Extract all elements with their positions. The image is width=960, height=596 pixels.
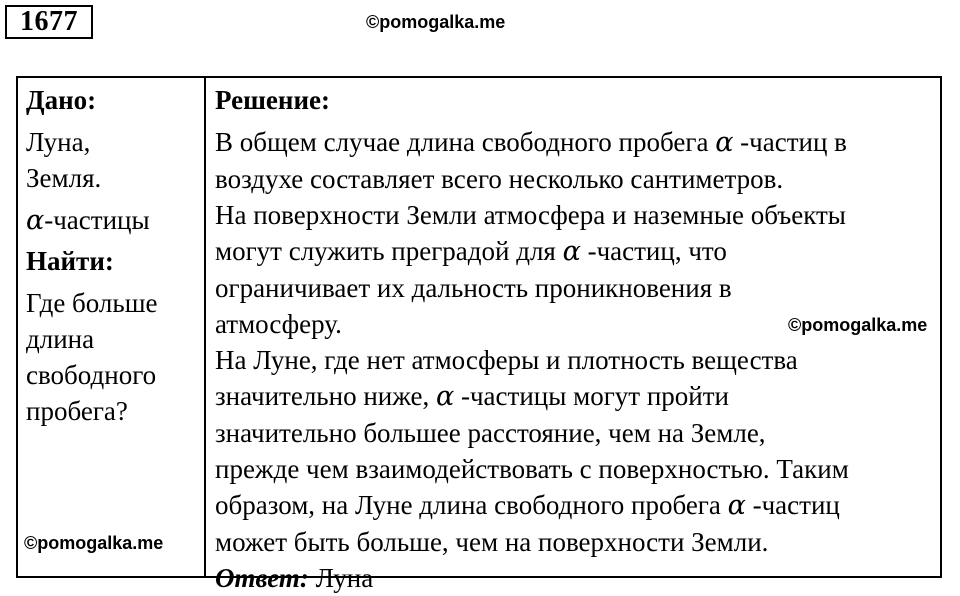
find-line-1: Где больше bbox=[26, 288, 158, 318]
solution-p3-line6: может быть больше, чем на поверхности Земли. bbox=[215, 527, 769, 557]
column-divider bbox=[204, 78, 206, 576]
solution-p2-line1: На поверхности Земли атмосфера и наземные объекты bbox=[215, 200, 846, 230]
watermark-bottom-left: ©pomogalka.me bbox=[24, 533, 164, 553]
find-heading: Найти: bbox=[26, 246, 114, 276]
given-alpha-suffix: -частицы bbox=[44, 205, 150, 235]
solution-text: -частиц, что bbox=[580, 236, 727, 266]
answer-value: Луна bbox=[308, 563, 374, 593]
solution-text: значительно ниже, bbox=[215, 381, 436, 411]
solution-p3-line2 bbox=[215, 378, 937, 415]
alpha-symbol: α bbox=[562, 236, 581, 267]
solution-column bbox=[215, 82, 937, 596]
answer-label: Ответ: bbox=[215, 563, 309, 593]
solution-text: В общем случае длина свободного пробега bbox=[215, 127, 716, 157]
given-line-moon: Луна, bbox=[26, 127, 91, 157]
solution-p2-line2 bbox=[215, 233, 937, 270]
solution-p3-line3: значительно большее расстояние, чем на Земле, bbox=[215, 418, 766, 448]
given-line-earth: Земля. bbox=[26, 163, 102, 193]
solution-text: -частиц в bbox=[733, 127, 847, 157]
task-number: 1677 bbox=[5, 5, 93, 39]
solution-text: образом, на Луне длина свободного пробега bbox=[215, 490, 728, 520]
watermark-middle: ©pomogalka.me bbox=[788, 315, 928, 335]
find-line-2: длина bbox=[26, 324, 95, 354]
solution-p2-line3: ограничивает их дальность проникновения в bbox=[215, 273, 732, 303]
alpha-symbol: α bbox=[727, 490, 746, 521]
alpha-symbol: α bbox=[436, 381, 455, 412]
solution-p3-line4: прежде чем взаимодействовать с поверхностью. Таким bbox=[215, 454, 849, 484]
watermark-top: ©pomogalka.me bbox=[366, 12, 506, 32]
solution-text: могут служить преградой для bbox=[215, 236, 563, 266]
solution-p1-line2: воздухе составляет всего несколько сантиметров. bbox=[215, 164, 784, 194]
alpha-symbol: α bbox=[715, 127, 734, 158]
solution-text: -частиц bbox=[745, 490, 840, 520]
solution-p3-line5 bbox=[215, 487, 937, 524]
find-line-3: свободного bbox=[26, 360, 157, 390]
answer-line bbox=[215, 560, 937, 596]
given-heading: Дано: bbox=[26, 85, 97, 115]
solution-heading: Решение: bbox=[215, 85, 330, 115]
solution-p2-line4: атмосферу. bbox=[215, 309, 342, 339]
find-line-4: пробега? bbox=[26, 396, 128, 426]
solution-text: -частицы могут пройти bbox=[454, 381, 729, 411]
alpha-symbol: α bbox=[26, 205, 45, 236]
given-column bbox=[26, 82, 198, 429]
solution-p3-line1: На Луне, где нет атмосферы и плотность вещества bbox=[215, 345, 798, 375]
given-alpha-particles bbox=[26, 202, 198, 239]
solution-p1-line1 bbox=[215, 124, 937, 161]
